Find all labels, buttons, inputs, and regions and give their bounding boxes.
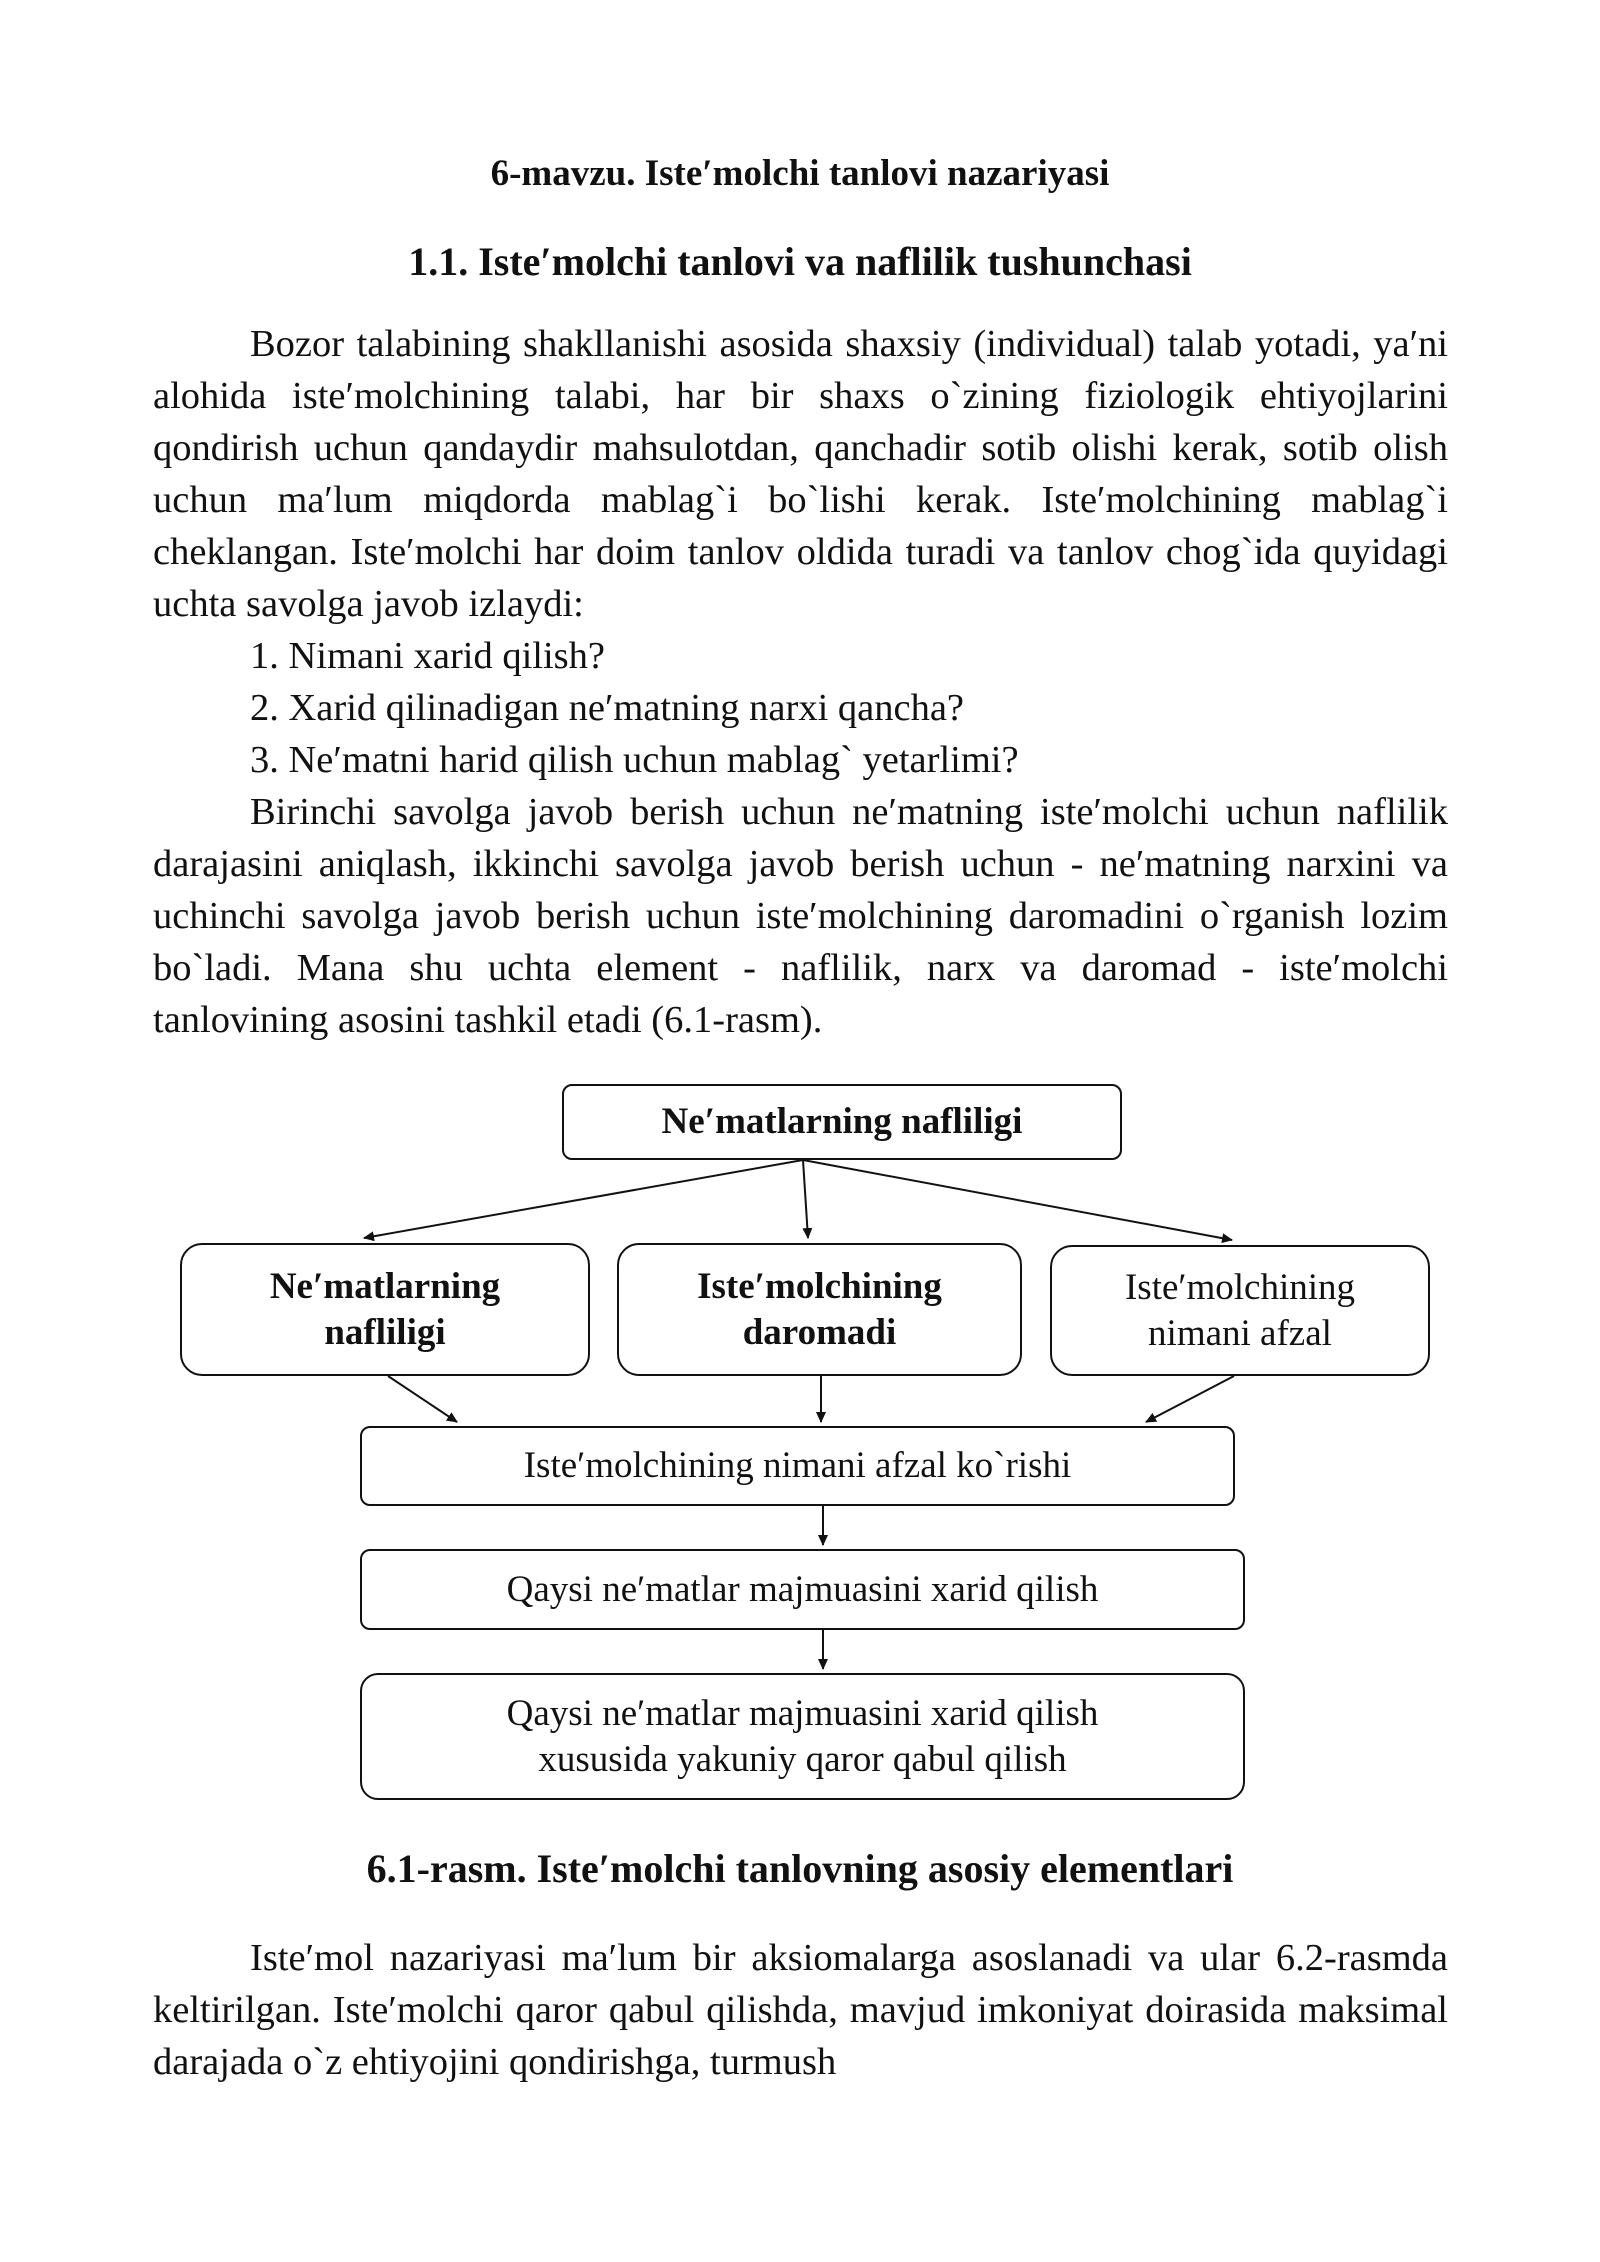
box-goods-utility-top: Ne′matlarning nafliligi — [562, 1084, 1122, 1160]
arrow-top-to-middle — [803, 1160, 808, 1238]
question-item: 1. Nimani xarid qilish? — [250, 635, 605, 677]
question-item: 3. Ne′matni harid qilish uchun mablag` yetarlimi? — [250, 739, 1019, 781]
box-goods-utility: Ne′matlarning nafliligi — [180, 1243, 590, 1376]
arrow-left-to-preference — [388, 1376, 457, 1422]
topic-title: 6-mavzu. Iste′molchi tanlovi nazariyasi — [490, 153, 1110, 194]
box-consumer-income: Iste′molchining daromadi — [617, 1243, 1022, 1376]
paragraph-axioms — [153, 1932, 1448, 2088]
arrow-top-to-left — [364, 1160, 803, 1238]
question-item: 2. Xarid qilinadigan ne′matning narxi qancha? — [250, 687, 965, 729]
paragraph-axioms-text: Iste′mol nazariyasi ma′lum bir aksiomalarga asoslanadi va ular 6.2-rasmda keltirilgan. Iste′molchi qaror qabul qilishda, mavjud imkoniyat doirasida maksimal darajada o`z ehtiyojini qondirishga, turmush — [153, 1937, 1448, 2083]
box-final-decision: Qaysi ne′matlar majmuasini xarid qilish xususida yakuniy qaror qabul qilish — [360, 1673, 1245, 1800]
paragraph-elements-text: Birinchi savolga javob berish uchun ne′matning iste′molchi uchun naflilik darajasini aniqlash, ikkinchi savolga javob berish uchun - ne′matning narxini va uchinchi savolga javob berish uchun iste′molchining daromadini o`rganish lozim bo`ladi. Mana shu uchta element - naflilik, narx va daromad - iste′molchi tanlovining asosini tashkil etadi (6.1-rasm). — [153, 791, 1448, 1041]
arrow-right-to-preference — [1146, 1376, 1234, 1422]
arrow-top-to-right — [803, 1160, 1232, 1240]
box-goods-bundle-purchase: Qaysi ne′matlar majmuasini xarid qilish — [360, 1549, 1245, 1630]
paragraph-intro-text: Bozor talabining shakllanishi asosida shaxsiy (individual) talab yotadi, ya′ni alohida iste′molchining talabi, har bir shaxs o`zining fiziologik ehtiyojlarini qondirish uchun qandaydir mahsulotdan, qanchadir sotib olishi kerak, sotib olish uchun ma′lum miqdorda mablag`i bo`lishi kerak. Iste′molchining mablag`i cheklangan. Iste′molchi har doim tanlov oldida turadi va tanlov chog`ida quyidagi uchta savolga javob izlaydi: — [153, 323, 1448, 625]
section-title: 1.1. Iste′molchi tanlovi va naflilik tushunchasi — [408, 239, 1192, 284]
figure-caption: 6.1-rasm. Iste′molchi tanlovning asosiy elementlari — [366, 1846, 1234, 1891]
box-what-consumer-prefers: Iste′molchining nimani afzal ko`rishi — [360, 1426, 1235, 1506]
box-consumer-preference: Iste′molchining nimani afzal — [1050, 1245, 1430, 1376]
